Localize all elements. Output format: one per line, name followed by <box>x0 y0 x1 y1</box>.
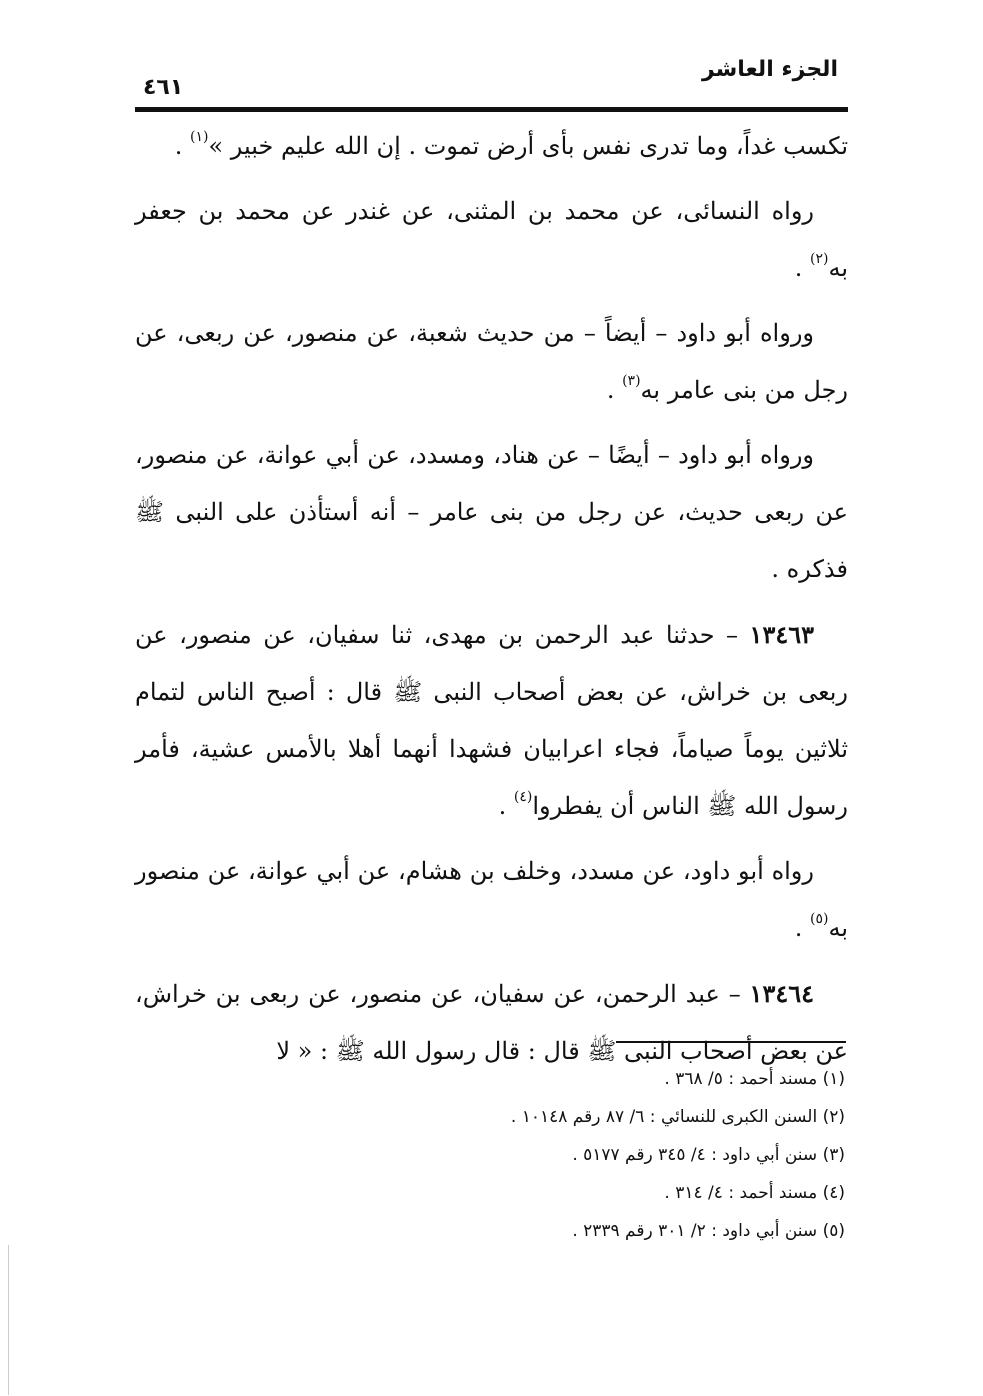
footnote-ref: (٥) <box>809 911 829 927</box>
footnote-ref: (٤) <box>513 789 533 805</box>
footnote: (١) مسند أحمد : ٥/ ٣٦٨ . <box>664 1069 845 1089</box>
paragraph-text: رواه النسائى، عن محمد بن المثنى، عن غندر عن محمد بن جعفر به <box>135 197 848 282</box>
footnote-ref: (١) <box>190 129 209 145</box>
paragraph-text: – عبد الرحمن، عن سفيان، عن منصور، عن ربعى بن خراش، عن بعض أصحاب النبى ﷺ قال : قال رسول الله ﷺ : « لا <box>135 980 848 1065</box>
hadith-number: ١٣٤٦٣ <box>749 620 814 649</box>
footnote-separator <box>616 1041 846 1043</box>
paragraph <box>135 305 848 419</box>
footnote: (٥) سنن أبي داود : ٢/ ٣٠١ رقم ٢٣٣٩ . <box>572 1221 845 1241</box>
paragraph <box>135 427 848 598</box>
footnotes <box>300 1060 845 1250</box>
paragraph-end: . <box>794 914 810 942</box>
scan-edge-line <box>8 1245 9 1395</box>
paragraph-end: . <box>794 254 810 282</box>
footnote-ref: (٢) <box>809 251 829 267</box>
paragraph-text: تكسب غداً، وما تدرى نفس بأى أرض تموت . إن الله عليم خبير » <box>208 132 848 160</box>
paragraph-text: – حدثنا عبد الرحمن بن مهدى، ثنا سفيان، عن منصور، عن ربعى بن خراش، عن بعض أصحاب النبى ﷺ قال : أصبح الناس لتمام ثلاثين يوماً صياماً، فجاء اعرابيان فشهدا أنهما أهلا بالأمس عشية، فأمر رسول الله ﷺ الناس أن يفطروا <box>135 621 848 820</box>
paragraph <box>135 183 848 297</box>
paragraph-text: ورواه أبو داود – أيضًا – عن هناد، ومسدد، عن أبي عوانة، عن منصور، عن ربعى حديث، عن رجل من بنى عامر – أنه أستأذن على النبى ﷺ فذكره . <box>135 441 848 583</box>
paragraph-end: . <box>174 132 191 160</box>
main-text <box>135 118 848 1088</box>
header-rule <box>135 107 848 112</box>
footnote: (٣) سنن أبي داود : ٤/ ٣٤٥ رقم ٥١٧٧ . <box>572 1145 845 1165</box>
paragraph <box>135 843 848 957</box>
hadith-number: ١٣٤٦٤ <box>749 979 814 1008</box>
paragraph-text: ورواه أبو داود – أيضاً – من حديث شعبة، عن منصور، عن ربعى، عن رجل من بنى عامر به <box>135 319 848 404</box>
paragraph-text: رواه أبو داود، عن مسدد، وخلف بن هشام، عن أبي عوانة، عن منصور به <box>135 857 848 942</box>
page-header <box>135 55 848 105</box>
paragraph-end: . <box>498 792 514 820</box>
hadith-paragraph <box>135 606 848 835</box>
footnote: (٤) مسند أحمد : ٤/ ٣١٤ . <box>664 1183 845 1203</box>
footnote-ref: (٣) <box>622 373 641 389</box>
page-number: ٤٦١ <box>143 75 184 100</box>
running-title: الجزء العاشر <box>701 57 838 82</box>
paragraph <box>135 118 848 175</box>
footnote: (٢) السنن الكبرى للنسائي : ٦/ ٨٧ رقم ١٠١٤٨ . <box>510 1107 845 1127</box>
paragraph-end: . <box>606 376 623 404</box>
